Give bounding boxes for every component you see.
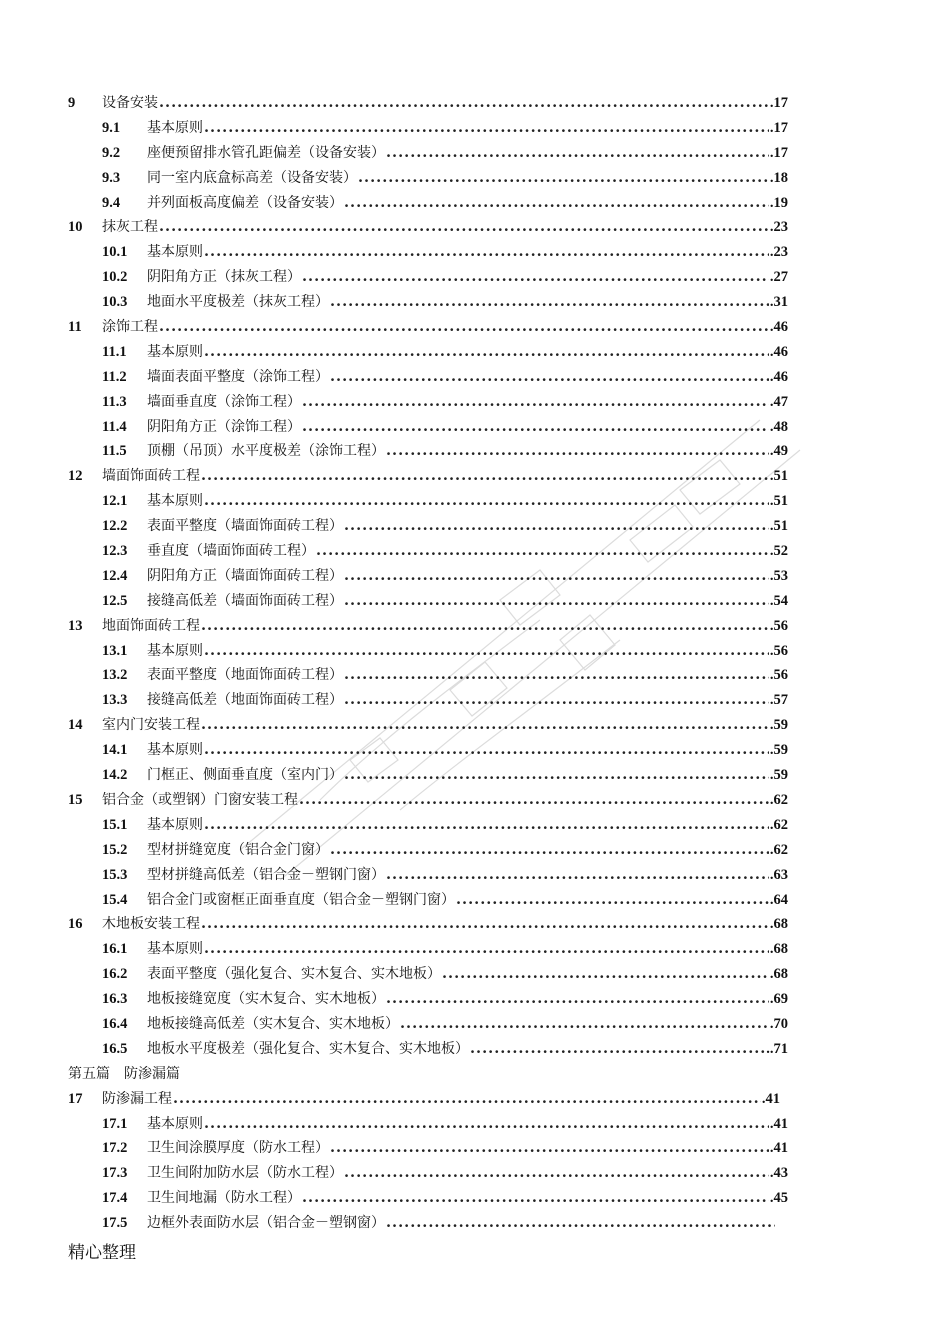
toc-dot-leader [159, 315, 769, 340]
toc-page-number: .53 [769, 567, 788, 584]
toc-entry[interactable] [68, 987, 788, 1012]
toc-entry[interactable] [68, 166, 788, 191]
toc-entry-title: 墙面表面平整度（涂饰工程） [147, 368, 329, 385]
toc-entry[interactable] [68, 962, 788, 987]
toc-entry-title: 表面平整度（地面饰面砖工程） [147, 667, 343, 684]
toc-dot-leader [344, 514, 769, 539]
toc-dot-leader [173, 1087, 761, 1112]
toc-dot-leader [159, 91, 769, 116]
toc-entry-number: 10.3 [102, 294, 128, 311]
toc-entry-number: 16.4 [102, 1015, 128, 1032]
toc-entry-number: 16.5 [102, 1040, 128, 1057]
toc-entry-number: 17.5 [102, 1215, 128, 1232]
toc-dot-leader [456, 888, 769, 913]
toc-entry-number: 9.3 [102, 169, 121, 186]
toc-page-number: .62 [769, 841, 788, 858]
toc-page-number: .18 [769, 169, 788, 186]
toc-entry-number: 13 [68, 617, 83, 634]
toc-entry[interactable] [68, 1186, 788, 1211]
toc-entry-number: 17.2 [102, 1140, 128, 1157]
toc-entry-number: 10.1 [102, 244, 128, 261]
toc-entry-number: 12.2 [102, 518, 128, 535]
toc-entry[interactable] [68, 564, 788, 589]
toc-entry-number: 11.2 [102, 368, 127, 385]
toc-entry-number: 13.1 [102, 642, 128, 659]
toc-entry-number: 16.1 [102, 941, 128, 958]
toc-entry[interactable] [68, 340, 788, 365]
toc-entry[interactable] [68, 1087, 780, 1112]
toc-entry-number: 16.3 [102, 991, 128, 1008]
toc-dot-leader [201, 464, 769, 489]
toc-entry-title: 铝合金（或塑钢）门窗安装工程 [102, 791, 298, 808]
toc-entry-title: 抹灰工程 [102, 219, 158, 236]
toc-entry[interactable] [68, 838, 788, 863]
toc-entry-number: 16 [68, 916, 83, 933]
toc-entry[interactable] [68, 415, 788, 440]
toc-entry[interactable] [68, 116, 788, 141]
toc-entry[interactable] [68, 1037, 788, 1062]
toc-page-number: .68 [769, 941, 788, 958]
toc-entry[interactable] [68, 141, 788, 166]
toc-entry[interactable] [68, 489, 788, 514]
toc-page-number: .47 [769, 393, 788, 410]
toc-dot-leader [386, 439, 769, 464]
toc-entry-number: 14 [68, 717, 83, 734]
toc-entry-title: 墙面垂直度（涂饰工程） [147, 393, 301, 410]
toc-entry-number: 13.2 [102, 667, 128, 684]
toc-page-number: ..71 [766, 1040, 788, 1057]
table-of-contents [68, 91, 788, 1236]
toc-entry-number: 9 [68, 95, 76, 111]
toc-entry[interactable] [68, 937, 788, 962]
toc-dot-leader [204, 813, 769, 838]
toc-page-number: .31 [769, 294, 788, 311]
toc-dot-leader [204, 937, 769, 962]
toc-entry-title: 座便预留排水管孔距偏差（设备安装） [147, 144, 385, 161]
toc-dot-leader [470, 1037, 765, 1062]
toc-entry-title: 顶棚（吊顶）水平度极差（涂饰工程） [147, 443, 385, 460]
toc-entry-title: 阴阳角方正（墙面饰面砖工程） [147, 567, 343, 584]
toc-dot-leader [442, 962, 769, 987]
toc-entry-number: 11.3 [102, 393, 127, 410]
toc-dot-leader [201, 912, 769, 937]
toc-dot-leader [302, 265, 769, 290]
toc-page-number: .41 [769, 1140, 788, 1157]
toc-page-number: .49 [769, 443, 788, 460]
toc-entry-number: 10 [68, 219, 83, 236]
toc-entry[interactable] [68, 191, 788, 216]
toc-entry-title: 型材拼缝高低差（铝合金－塑钢门窗） [147, 866, 385, 883]
toc-dot-leader [330, 290, 769, 315]
toc-entry-title: 墙面饰面砖工程 [102, 468, 200, 485]
toc-dot-leader [344, 1161, 769, 1186]
toc-entry-title: 地板接缝宽度（实木复合、实木地板） [147, 991, 385, 1008]
toc-entry[interactable] [68, 639, 788, 664]
toc-entry-number: 11.1 [102, 343, 127, 360]
toc-entry-number: 17 [68, 1090, 83, 1107]
toc-entry-title: 地面饰面砖工程 [102, 617, 200, 634]
toc-entry[interactable] [68, 1211, 776, 1236]
toc-entry-number: 9.2 [102, 144, 121, 161]
toc-entry[interactable] [68, 265, 788, 290]
toc-dot-leader [330, 838, 769, 863]
toc-page-number: .52 [769, 543, 788, 560]
toc-page-number: .27 [769, 269, 788, 286]
toc-entry-title: 涂饰工程 [102, 319, 158, 336]
toc-page-number: .46 [769, 368, 788, 385]
toc-dot-leader [386, 141, 769, 166]
toc-dot-leader [299, 788, 769, 813]
toc-entry[interactable] [68, 91, 788, 116]
toc-dot-leader [204, 116, 769, 141]
toc-page-number: .68 [769, 916, 788, 933]
toc-entry[interactable] [68, 738, 788, 763]
toc-entry-title: 接缝高低差（地面饰面砖工程） [147, 692, 343, 709]
toc-page-number: .23 [769, 244, 788, 261]
toc-entry[interactable] [68, 763, 788, 788]
toc-entry[interactable] [68, 439, 788, 464]
toc-entry[interactable] [68, 240, 788, 265]
toc-dot-leader [302, 1186, 769, 1211]
toc-entry-number: 11 [68, 319, 82, 336]
toc-entry-number: 17.1 [102, 1115, 128, 1132]
toc-page-number: .59 [769, 717, 788, 734]
toc-dot-leader [204, 738, 769, 763]
toc-dot-leader [386, 987, 769, 1012]
toc-entry[interactable] [68, 365, 788, 390]
toc-entry[interactable] [68, 888, 788, 913]
toc-entry[interactable] [68, 713, 788, 738]
toc-entry-title: 表面平整度（强化复合、实木复合、实木地板） [147, 966, 441, 983]
toc-page-number: .68 [769, 966, 788, 983]
toc-entry[interactable] [68, 688, 788, 713]
toc-dot-leader [344, 663, 769, 688]
toc-entry-number: 17.4 [102, 1190, 128, 1207]
toc-entry[interactable] [68, 1012, 788, 1037]
toc-entry[interactable] [68, 813, 788, 838]
toc-entry[interactable] [68, 464, 788, 489]
toc-dot-leader [204, 1112, 769, 1137]
toc-page-number: .23 [769, 219, 788, 236]
toc-entry-number: 11.4 [102, 418, 127, 435]
toc-dot-leader [400, 1012, 769, 1037]
toc-entry-number: 15 [68, 791, 83, 808]
toc-page-number: .41 [761, 1090, 780, 1107]
toc-entry[interactable] [68, 290, 788, 315]
toc-entry-title: 卫生间涂膜厚度（防水工程） [147, 1140, 329, 1157]
toc-entry-number: 13.3 [102, 692, 128, 709]
toc-entry-title: 地面水平度极差（抹灰工程） [147, 294, 329, 311]
toc-page-number: .70 [769, 1015, 788, 1032]
toc-entry-number: 15.3 [102, 866, 128, 883]
toc-entry-title: 阴阳角方正（抹灰工程） [147, 269, 301, 286]
toc-dot-leader [204, 240, 769, 265]
toc-dot-leader [330, 1136, 769, 1161]
toc-entry-number: 12.4 [102, 567, 128, 584]
toc-dot-leader [316, 539, 769, 564]
toc-page-number: .59 [769, 767, 788, 784]
toc-entry-title: 基本原则 [147, 1115, 203, 1132]
toc-dot-leader [358, 166, 769, 191]
toc-dot-leader [159, 215, 769, 240]
toc-dot-leader [302, 390, 769, 415]
toc-page-number: .59 [769, 742, 788, 759]
toc-entry-title: 同一室内底盒标高差（设备安装） [147, 169, 357, 186]
toc-page-number: .41 [769, 1115, 788, 1132]
toc-entry-title: 接缝高低差（墙面饰面砖工程） [147, 592, 343, 609]
toc-page-number: .54 [769, 592, 788, 609]
toc-entry-number: 15.2 [102, 841, 128, 858]
toc-page-number: .51 [769, 468, 788, 485]
toc-entry-title: 垂直度（墙面饰面砖工程） [147, 543, 315, 560]
toc-entry-title: 阴阳角方正（涂饰工程） [147, 418, 301, 435]
toc-page-number: .45 [769, 1190, 788, 1207]
toc-entry[interactable] [68, 788, 788, 813]
toc-dot-leader [386, 863, 769, 888]
toc-dot-leader [201, 713, 769, 738]
toc-dot-leader [344, 191, 769, 216]
toc-entry-title: 铝合金门或窗框正面垂直度（铝合金－塑钢门窗） [147, 891, 455, 908]
toc-entry-title: 地板水平度极差（强化复合、实木复合、实木地板） [147, 1040, 469, 1057]
toc-entry-title: 基本原则 [147, 343, 203, 360]
toc-page-number: .17 [769, 95, 788, 111]
toc-dot-leader [204, 340, 769, 365]
toc-entry-number: 12.1 [102, 493, 128, 510]
toc-entry-title: 木地板安装工程 [102, 916, 200, 933]
toc-entry-title: 卫生间地漏（防水工程） [147, 1190, 301, 1207]
toc-entry-title: 并列面板高度偏差（设备安装） [147, 194, 343, 211]
toc-page-number: .56 [769, 642, 788, 659]
toc-page-number: .69 [769, 991, 788, 1008]
toc-entry[interactable] [68, 912, 788, 937]
toc-entry[interactable] [68, 215, 788, 240]
toc-entry-number: 11.5 [102, 443, 127, 460]
toc-entry[interactable] [68, 539, 788, 564]
toc-entry-number: 16.2 [102, 966, 128, 983]
toc-entry[interactable] [68, 1112, 788, 1137]
toc-page-number: .17 [769, 144, 788, 161]
toc-page-number: .62 [769, 791, 788, 808]
toc-entry[interactable] [68, 663, 788, 688]
toc-entry-title: 设备安装 [102, 95, 158, 111]
toc-page-number: .51 [769, 518, 788, 535]
toc-dot-leader [204, 489, 769, 514]
toc-section-heading [68, 1062, 788, 1087]
toc-entry-number: 12.3 [102, 543, 128, 560]
toc-page-number: .46 [769, 343, 788, 360]
toc-entry-title: 室内门安装工程 [102, 717, 200, 734]
toc-entry[interactable] [68, 863, 788, 888]
toc-entry-number: 17.3 [102, 1165, 128, 1182]
toc-dot-leader [330, 365, 769, 390]
toc-entry-number: 15.4 [102, 891, 128, 908]
toc-entry[interactable] [68, 315, 788, 340]
toc-page-number: .51 [769, 493, 788, 510]
toc-entry-number: 15.1 [102, 816, 128, 833]
toc-page-number: .46 [769, 319, 788, 336]
toc-entry-title: 型材拼缝宽度（铝合金门窗） [147, 841, 329, 858]
toc-entry-title: 基本原则 [147, 941, 203, 958]
toc-entry-title: 边框外表面防水层（铝合金－塑钢窗） [147, 1215, 385, 1232]
toc-dot-leader [386, 1211, 775, 1236]
toc-dot-leader [302, 415, 769, 440]
toc-entry[interactable] [68, 514, 788, 539]
toc-entry-number: 10.2 [102, 269, 128, 286]
toc-entry-title: 基本原则 [147, 244, 203, 261]
toc-page-number: .19 [769, 194, 788, 211]
toc-entry[interactable] [68, 589, 788, 614]
toc-entry-number: 9.4 [102, 194, 121, 211]
toc-dot-leader [344, 688, 769, 713]
toc-page-number: .56 [769, 667, 788, 684]
toc-entry[interactable] [68, 1161, 788, 1186]
toc-page-number: .57 [769, 692, 788, 709]
toc-entry-title: 表面平整度（墙面饰面砖工程） [147, 518, 343, 535]
toc-dot-leader [344, 763, 769, 788]
toc-page-number: .62 [769, 816, 788, 833]
toc-entry-number: 12.5 [102, 592, 128, 609]
toc-entry-number: 14.2 [102, 767, 128, 784]
toc-entry-title: 门框正、侧面垂直度（室内门） [147, 767, 343, 784]
toc-entry-title: 基本原则 [147, 742, 203, 759]
toc-entry-title: 卫生间附加防水层（防水工程） [147, 1165, 343, 1182]
footer-text: 精心整理 [68, 1243, 136, 1263]
toc-entry-number: 14.1 [102, 742, 128, 759]
toc-page-number: .56 [769, 617, 788, 634]
toc-dot-leader [344, 589, 769, 614]
toc-entry-number: 9.1 [102, 119, 121, 136]
toc-entry-title: 基本原则 [147, 642, 203, 659]
toc-entry-title: 基本原则 [147, 119, 203, 136]
toc-entry[interactable] [68, 390, 788, 415]
toc-page-number: .43 [769, 1165, 788, 1182]
toc-entry-title: 第五篇 防渗漏篇 [68, 1065, 180, 1082]
toc-entry[interactable] [68, 614, 788, 639]
toc-page-number: .63 [769, 866, 788, 883]
toc-entry-title: 地板接缝高低差（实木复合、实木地板） [147, 1015, 399, 1032]
toc-dot-leader [201, 614, 769, 639]
toc-dot-leader [344, 564, 769, 589]
toc-page-number: .48 [769, 418, 788, 435]
toc-entry-title: 基本原则 [147, 816, 203, 833]
toc-page-number: .17 [769, 119, 788, 136]
toc-dot-leader [204, 639, 769, 664]
toc-page-number: .64 [769, 891, 788, 908]
toc-entry-title: 基本原则 [147, 493, 203, 510]
toc-entry[interactable] [68, 1136, 788, 1161]
toc-entry-number: 12 [68, 468, 83, 485]
toc-entry-title: 防渗漏工程 [102, 1090, 172, 1107]
